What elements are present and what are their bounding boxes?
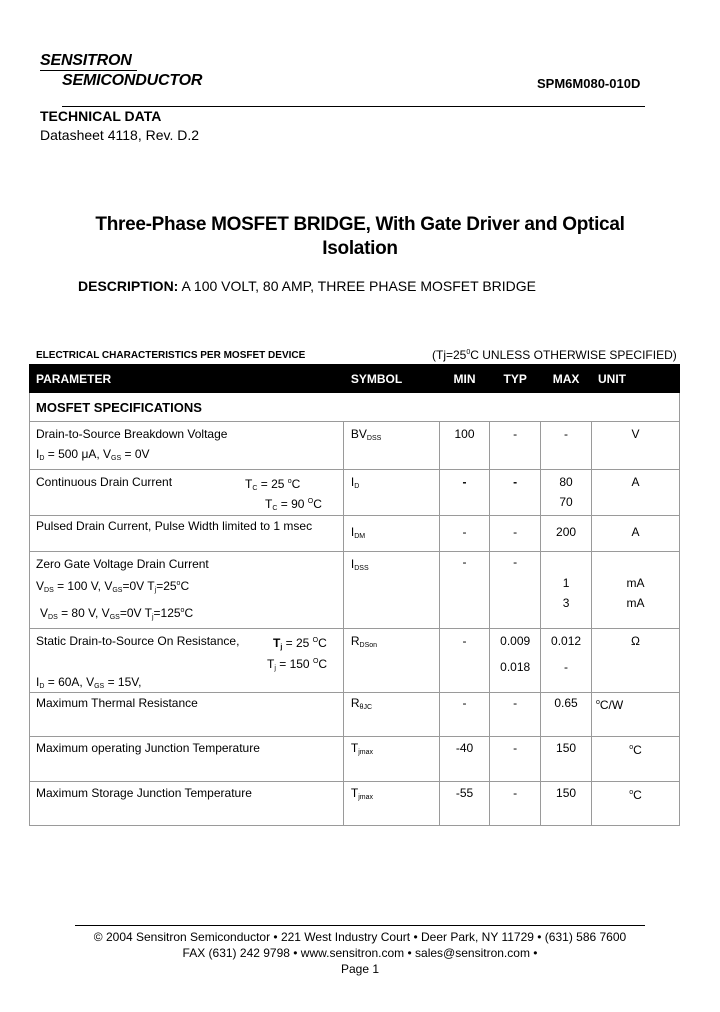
document-title: Three-Phase MOSFET BRIDGE, With Gate Driver and Optical Isolation — [95, 214, 625, 259]
typ-cell: - — [490, 470, 541, 516]
max-cell: - — [541, 422, 592, 470]
unit-cell: A — [591, 470, 679, 516]
typ-cell: - — [490, 516, 541, 552]
param-condition: $V_{DS} = 100$ V, $V_{GS}=0V$ $T_j=25^oC$ — [36, 579, 190, 594]
header-max: MAX — [541, 365, 592, 393]
param-name: Maximum Storage Junction Temperature — [36, 786, 252, 800]
header-parameter: PARAMETER — [30, 365, 344, 393]
typ-cell: 0.009 0.018 — [490, 629, 541, 693]
min-cell: - — [439, 470, 489, 516]
table-caption: ELECTRICAL CHARACTERISTICS PER MOSFET DEVICE — [36, 350, 306, 361]
min-cell: - — [439, 516, 489, 552]
min-cell: 100 — [439, 422, 489, 470]
symbol-cell: $T_{jmax}$ — [343, 737, 439, 782]
header-unit: UNIT — [591, 365, 679, 393]
header-symbol: SYMBOL — [343, 365, 439, 393]
symbol-cell: $I_D$ — [343, 470, 439, 516]
typ-cell: - — [490, 737, 541, 782]
unit-cell: mA mA — [591, 552, 679, 629]
unit-cell: Ω — [591, 629, 679, 693]
logo-underline — [40, 70, 137, 71]
param-condition-tj150: $T_j = 150$ $^O$C — [267, 657, 328, 672]
param-condition-tj25: $T_j = 25$ $^O$C — [273, 636, 327, 651]
symbol-cell: $R_{DSon}$ — [343, 629, 439, 693]
table-row — [30, 552, 680, 629]
datasheet-revision: Datasheet 4118, Rev. D.2 — [40, 127, 200, 143]
header-typ: TYP — [490, 365, 541, 393]
typ-cell: - — [490, 552, 541, 629]
param-name: Maximum operating Junction Temperature — [36, 741, 260, 755]
typ-cell: - — [490, 782, 541, 826]
table-row — [30, 693, 680, 737]
symbol-cell: $I_{DM}$ — [343, 516, 439, 552]
max-cell: 150 — [541, 737, 592, 782]
unit-cell: V — [591, 422, 679, 470]
description — [78, 278, 536, 294]
max-cell: 0.012 - — [541, 629, 592, 693]
symbol-cell: $T_{jmax}$ — [343, 782, 439, 826]
table-row — [30, 470, 680, 516]
table-row — [30, 516, 680, 552]
max-cell: 1 3 — [541, 552, 592, 629]
footer-contact: FAX (631) 242 9798 • www.sensitron.com • sales@sensitron.com • — [182, 946, 538, 960]
header-rule — [62, 106, 645, 107]
symbol-cell: $BV_{DSS}$ — [343, 422, 439, 470]
min-cell: -40 — [439, 737, 489, 782]
section-label: TECHNICAL DATA — [40, 108, 162, 124]
part-number: SPM6M080-010D — [537, 76, 641, 91]
max-cell: 80 70 — [541, 470, 592, 516]
unit-cell: A — [591, 516, 679, 552]
unit-cell: $^o$C — [591, 737, 679, 782]
header-min: MIN — [439, 365, 489, 393]
section-title: MOSFET SPECIFICATIONS — [30, 393, 680, 422]
table-row — [30, 782, 680, 826]
table-condition-note — [432, 348, 677, 362]
note-sup: 0 — [466, 349, 471, 356]
max-cell: 150 — [541, 782, 592, 826]
param-name: Static Drain-to-Source On Resistance, — [36, 634, 240, 648]
symbol-cell: $R_{\theta JC}$ — [343, 693, 439, 737]
symbol-cell: $I_{DSS}$ — [343, 552, 439, 629]
description-text: A 100 VOLT, 80 AMP, THREE PHASE MOSFET BRIDGE — [178, 278, 536, 294]
typ-cell: - — [490, 422, 541, 470]
param-name: Zero Gate Voltage Drain Current — [36, 557, 209, 571]
typ-cell: - — [490, 693, 541, 737]
company-logo-line1: SENSITRON — [40, 52, 132, 69]
min-cell: - — [439, 629, 489, 693]
page-number: Page 1 — [340, 962, 380, 976]
param-name: Maximum Thermal Resistance — [36, 696, 198, 710]
footer-address: © 2004 Sensitron Semiconductor • 221 West Industry Court • Deer Park, NY 11729 • (631) 586 7600 — [93, 930, 627, 944]
description-label: DESCRIPTION: — [78, 278, 179, 294]
param-condition: $V_{DS} = 80$ V, $V_{GS}=0V$ $T_j=125^oC$ — [40, 606, 194, 621]
table-row — [30, 629, 680, 693]
param-condition: $I_D = 60A$, $V_{GS} = 15V$, — [36, 675, 142, 690]
param-condition: $I_D = 500$ μA, $V_{GS} = 0V$ — [36, 447, 150, 462]
min-cell: -55 — [439, 782, 489, 826]
table-row — [30, 737, 680, 782]
param-condition-tc90: $T_C = 90$ $^O$C — [265, 497, 322, 512]
param-name: Pulsed Drain Current, Pulse Width limited to 1 msec — [36, 519, 313, 533]
section-row — [30, 393, 680, 422]
spec-table — [29, 364, 680, 826]
param-condition-tc25: $T_C = 25$ $^o$C — [245, 477, 301, 492]
max-cell: 200 — [541, 516, 592, 552]
table-row — [30, 422, 680, 470]
table-header-row — [30, 365, 680, 393]
max-cell: 0.65 — [541, 693, 592, 737]
min-cell: - — [439, 693, 489, 737]
param-name: Continuous Drain Current — [36, 475, 173, 489]
param-name: Drain-to-Source Breakdown Voltage — [36, 427, 228, 441]
company-logo-line2: SEMICONDUCTOR — [62, 72, 203, 89]
footer-rule — [75, 925, 645, 926]
note-suffix: C UNLESS OTHERWISE SPECIFIED) — [470, 348, 677, 362]
unit-cell: $^o$C — [591, 782, 679, 826]
unit-cell: $^o$C/W — [591, 693, 679, 737]
note-prefix: (Tj=25 — [432, 348, 467, 362]
min-cell: - — [439, 552, 489, 629]
